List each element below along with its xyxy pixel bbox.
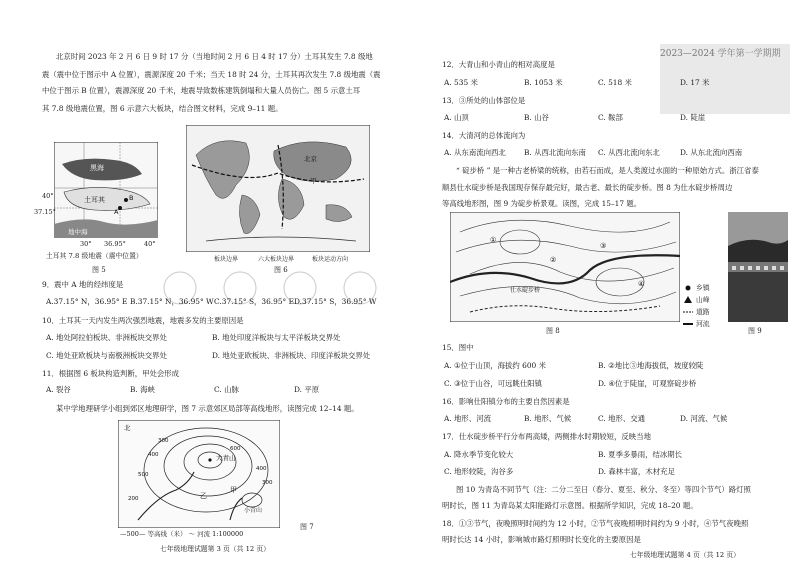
q14-option-b: B. 从西北流向东南 (524, 148, 586, 157)
legend8-town: 乡镇 (696, 284, 710, 292)
q17-option-a: A. 降水季节变化较大 (444, 450, 514, 459)
fig8-point-3: ③ (600, 242, 607, 250)
q9-option-a: A.37.15° N，36.95° E (46, 297, 128, 306)
figure-6-map (186, 125, 370, 252)
q13-option-b: B. 山谷 (524, 113, 549, 122)
fig7-contour-400b: 400 (256, 466, 267, 472)
q14-option-a: A. 从东南流向西北 (444, 148, 506, 157)
q9-option-b: B.37.15° N，36.95° W (130, 297, 214, 306)
fig7-point-yi: 乙 (200, 492, 207, 500)
intro-line-4: 其 7.8 级地震位置，图 6 示意六大板块，结合图文材料，完成 9–11 题。 (42, 104, 283, 113)
fig6-label-north: 北京 (304, 155, 317, 163)
fig7-contour-500: 500 (138, 472, 149, 478)
figure-7-contour-map (118, 420, 280, 528)
q12-stem: 12．大青山和小青山的相对高度是 (442, 60, 555, 69)
q12-option-c: C. 518 米 (598, 78, 632, 87)
fig5-lon-3695: 36.95° (104, 240, 126, 248)
q12-option-d: D. 17 米 (680, 78, 710, 87)
fig5-lat-40: 40° (42, 192, 54, 200)
legend8-peak: 山峰 (696, 296, 710, 304)
q13-option-a: A. 山顶 (444, 113, 469, 122)
q16-option-b: B. 地形、气候 (524, 414, 572, 423)
q11-option-c: C. 山脉 (214, 385, 239, 394)
intro-line-2: 震（震中位于图示中 A 位置），震源深度 20 千米；当天 18 时 24 分，土耳其再次发生 7.8 级地震（震 (42, 70, 381, 79)
legend8-road: 道路 (696, 308, 710, 316)
fig5-point-a: A (114, 208, 119, 216)
q17-option-b: B. 夏季多暴雨，结冰期长 (598, 450, 683, 459)
q10-option-d: D. 地处亚欧板块、非洲板块、印度洋板块交界处 (212, 351, 371, 360)
fig5-country-label: 土耳其 (84, 196, 105, 204)
fig9-caption: 图 9 (748, 327, 762, 335)
fig7-legend: —500— 等高线（米） ～ 河流 1:100000 (120, 530, 244, 538)
q18-intro-1: 图 10 为青岛不同节气（注：二分二至日（春分、夏至、秋分、冬至）等四个节气）路灯照 (456, 485, 751, 494)
q16-option-a: A. 地形、河流 (444, 414, 491, 423)
q14-option-c: C. 从西北流向东北 (598, 148, 660, 157)
q10-option-a: A. 地处阿拉伯板块、非洲板块交界处 (46, 333, 167, 342)
fig7-north: 北 (124, 424, 131, 432)
fig5-caption: 图 5 (92, 266, 106, 274)
right-page-footer: 七年级地理试题第 4 页（共 12 页） (630, 551, 740, 559)
fig6-legend-2: 六大板块边界 (258, 256, 295, 263)
intro-line-3: 中位于图示 B 位置），震源深度 20 千米，地震导致数栋建筑倒塌和大量人员伤亡。图 5 示意土耳 (42, 86, 361, 95)
fig5-subcaption: 土耳其 7.8 级地震（震中位置） (46, 252, 143, 260)
q17-option-d: D. 森林丰富，木材充足 (598, 467, 675, 476)
q14-stem: 14．大清河的总体流向为 (442, 131, 526, 140)
fig8-point-2: ② (550, 256, 557, 264)
q16-option-d: D. 河流、气候 (680, 414, 728, 423)
fig7-contour-300: 300 (158, 438, 169, 444)
q10-option-c: C. 地处亚欧板块与南极洲板块交界处 (46, 351, 167, 360)
q11-option-b: B. 海峡 (130, 385, 155, 394)
legend8-river: 河流 (696, 320, 710, 328)
fig8-bridge-label: 仕水碇步桥 (510, 287, 541, 294)
q13-option-c: C. 鞍部 (598, 113, 623, 122)
q18-stem-1: 18．①③节气，夜晚照明时间约为 12 小时，②节气夜晚照明时间约为 9 小时，④节气夜晚照 (442, 519, 749, 528)
q18-stem-2: 明时长达 14 小时，影响城市路灯照明时长变化的主要原因是 (442, 535, 641, 544)
figure-9-photo (728, 212, 788, 322)
q15-option-d: D. ④位于陡崖，可观察碇步桥 (598, 379, 697, 388)
fig8-caption: 图 8 (546, 327, 560, 335)
fig7-point-jia: 甲 (230, 486, 237, 494)
q11-option-d: D. 平原 (294, 385, 320, 394)
q12-option-a: A. 535 米 (444, 78, 478, 87)
q16-stem: 16．影响仕阳镇分布的主要自然因素是 (442, 397, 570, 406)
fig7-peak: 大青山 (216, 454, 236, 462)
fig7-contour-300b: 300 (262, 480, 273, 486)
right-page (400, 0, 794, 561)
fig8-point-4: ④ (638, 280, 645, 288)
intro-line-1: 北京时间 2023 年 2 月 6 日 9 时 17 分（当地时间 2 月 6 日 4 时 17 分）土耳其发生 7.8 级地 (56, 52, 373, 61)
fig5-point-b: B (129, 194, 134, 202)
legend8-symbols (682, 284, 694, 328)
q15-option-a: A. ①位于山顶，海拔约 600 米 (444, 361, 546, 370)
fig5-lon-30: 30° (80, 240, 92, 248)
figure-5-map (54, 142, 158, 238)
fig5-lat-3715: 37.15° (34, 208, 56, 216)
left-page-footer: 七年级地理试题第 3 页（共 12 页） (160, 545, 270, 553)
passage-line-1: “ 碇步桥 ” 是一种古老桥梁的统称，由若石而成，是人类渡过水面的一种原始方式。浙江省泰 (456, 166, 759, 175)
q16-option-c: C. 地形、交通 (598, 414, 646, 423)
fig6-caption: 图 6 (274, 266, 288, 274)
q12-intro: 某中学地理研学小组到郊区地理研学，图 7 示意郊区局部等高线地形，读图完成 12–14 题。 (56, 404, 359, 413)
q15-option-c: C. ③位于山谷，可远眺仕阳镇 (444, 379, 543, 388)
fig7-caption: 图 7 (300, 523, 314, 531)
fig5-lon-40: 40° (144, 240, 156, 248)
q17-option-c: C. 地形较陡，沟谷多 (444, 467, 514, 476)
fig5-med-label: 地中海 (68, 228, 88, 236)
passage-line-2: 顺县仕水碇步桥是我国现存保存最完好，最古老、最长的碇步桥。图 8 为仕水碇步桥周边 (442, 183, 733, 192)
fig5-sea-label: 黑海 (90, 164, 104, 172)
q13-stem: 13．③所处的山体部位是 (442, 96, 526, 105)
fig6-legend-3: 板块运动方向 (312, 256, 349, 263)
q9-option-d: D.37.15° S，36.95° W (294, 297, 377, 306)
fig7-contour-200: 200 (128, 496, 139, 502)
q15-option-b: B. ②地比③地海拔低，坡度较陡 (598, 361, 704, 370)
fig8-point-1: ① (490, 236, 497, 244)
passage-line-3: 等高线地形图，图 9 为碇步桥景观。读图，完成 15–17 题。 (442, 199, 642, 208)
q10-option-b: B. 地处印度洋板块与太平洋板块交界处 (212, 333, 341, 342)
fig7-contour-600: 600 (230, 446, 241, 452)
q11-stem: 11．根据图 6 板块构造判断，甲处会形成 (42, 369, 180, 378)
q9-stem: 9．震中 A 地的经纬度是 (42, 280, 124, 289)
fig6-label-a: 甲 (310, 177, 317, 185)
figure-8-contour-map (450, 212, 680, 322)
q18-intro-2: 明时长，图 11 为青岛某太阳能路灯示意图。根据所学知识，完成 18–20 题。 (442, 501, 698, 510)
q11-option-a: A. 裂谷 (46, 385, 71, 394)
scan-header: 2023—2024 学年第一学期期 (660, 49, 781, 59)
q17-stem: 17．仕水碇步桥平行分布两高矮，两侧排水时期较短，反映当地 (442, 432, 651, 441)
fig7-small-peak: 小青山 (244, 507, 263, 514)
q15-stem: 15．图中 (442, 343, 474, 352)
fig6-legend-1: 板块边界 (214, 256, 239, 263)
q10-stem: 10．土耳其一天内发生两次强烈地震，地震多发的主要原因是 (42, 316, 244, 325)
q14-option-d: D. 从东北流向西南 (680, 148, 743, 157)
q12-option-b: B. 1053 米 (524, 78, 563, 87)
q13-option-d: D. 陡崖 (680, 113, 706, 122)
q9-option-c: C.37.15° S，36.95° E (214, 297, 294, 306)
fig7-contour-400: 400 (148, 452, 159, 458)
